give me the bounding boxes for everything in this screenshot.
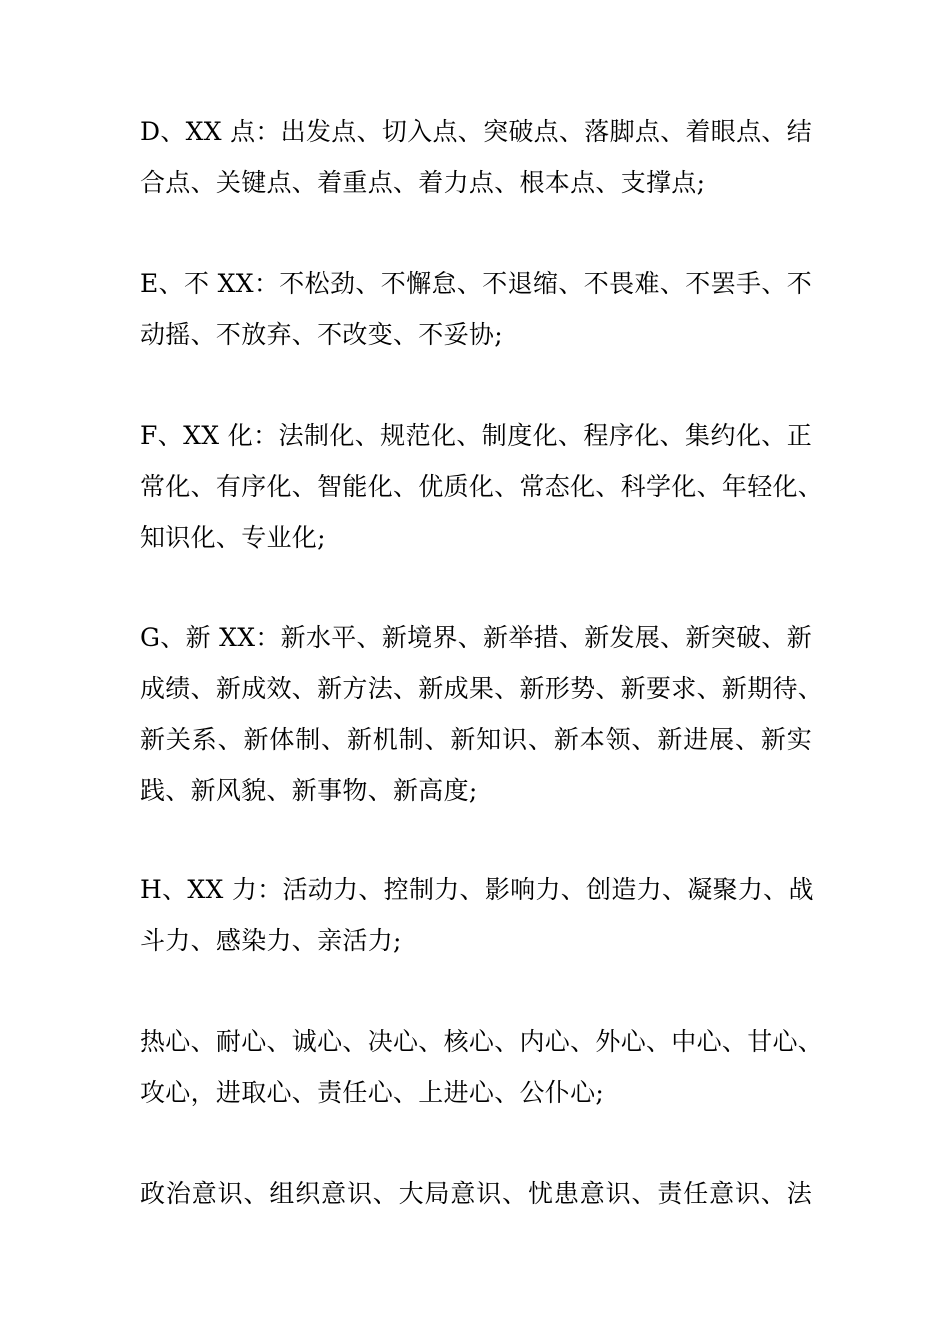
text-line: G、新 XX：新水平、新境界、新举措、新发展、新突破、新 [140, 623, 812, 652]
text-line: 斗力、感染力、亲活力; [140, 926, 402, 955]
paragraph-h-power [140, 864, 812, 966]
text-line: 政治意识、组织意识、大局意识、忧患意识、责任意识、法 [140, 1179, 812, 1208]
paragraph-heart [140, 1016, 824, 1118]
text-line: 合点、关键点、着重点、着力点、根本点、支撑点; [140, 168, 706, 197]
text-line: E、不 XX：不松劲、不懈怠、不退缩、不畏难、不罢手、不 [140, 269, 812, 298]
text-line: 常化、有序化、智能化、优质化、常态化、科学化、年轻化、 [140, 472, 824, 501]
paragraph-g-new [140, 612, 824, 816]
text-line: 攻心，进取心、责任心、上进心、公仆心; [140, 1078, 605, 1107]
paragraph-awareness [140, 1168, 812, 1219]
paragraph-d-points [140, 106, 812, 208]
text-line: 热心、耐心、诚心、决心、核心、内心、外心、中心、甘心、 [140, 1027, 824, 1056]
text-line: H、XX 力：活动力、控制力、影响力、创造力、凝聚力、战 [140, 875, 814, 904]
text-line: D、XX 点：出发点、切入点、突破点、落脚点、着眼点、结 [140, 117, 812, 146]
text-line: 践、新风貌、新事物、新高度; [140, 776, 478, 805]
paragraph-f-ization [140, 410, 824, 563]
text-line: F、XX 化：法制化、规范化、制度化、程序化、集约化、正 [140, 421, 812, 450]
text-line: 新关系、新体制、新机制、新知识、新本领、新进展、新实 [140, 725, 812, 754]
text-line: 成绩、新成效、新方法、新成果、新形势、新要求、新期待、 [140, 674, 824, 703]
paragraph-e-not [140, 258, 812, 360]
text-line: 动摇、不放弃、不改变、不妥协; [140, 320, 503, 349]
text-line: 知识化、专业化; [140, 523, 326, 552]
